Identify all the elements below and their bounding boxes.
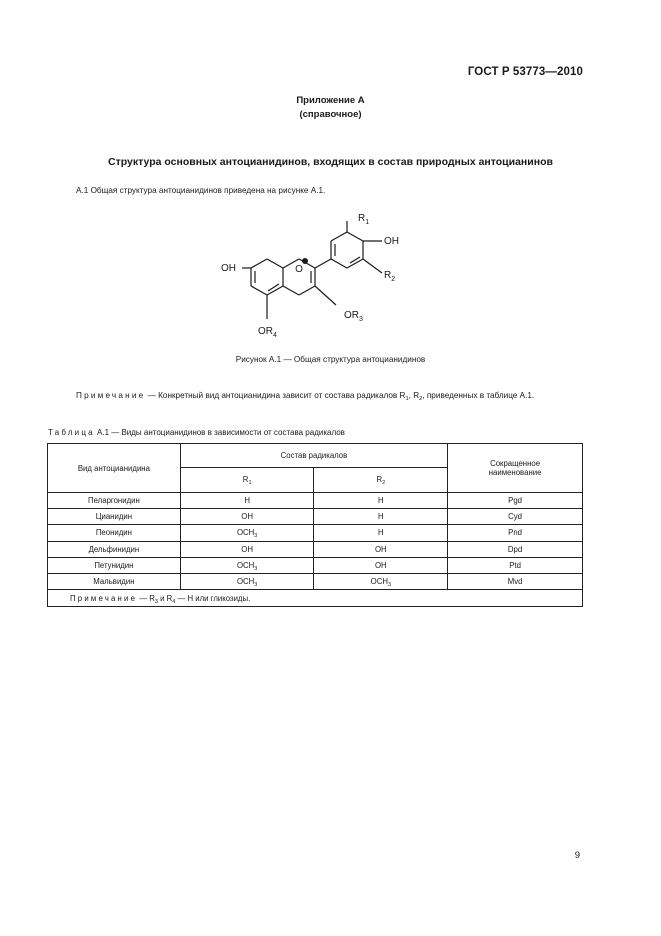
structural-formula-figure <box>212 206 402 346</box>
page-number: 9 <box>574 850 580 861</box>
header-abbr: Сокращенное наименование <box>448 444 583 493</box>
note-label: Примечание <box>76 391 146 400</box>
document-header: ГОСТ Р 53773—2010 <box>467 66 583 78</box>
r1-label: $R_1$ <box>358 213 370 226</box>
section-title: Структура основных антоцианидинов, входящих в состав природных антоцианинов <box>108 156 553 168</box>
table-caption-label: Таблица <box>48 428 95 437</box>
appendix-heading <box>0 94 661 122</box>
table-row: Мальвидин $OCH_3$ $OCH_3$ Mvd <box>48 573 583 589</box>
or3-label: $OR_3$ <box>344 310 363 323</box>
table-row: Петунидин $OCH_3$ OH Ptd <box>48 557 583 573</box>
ring-oxygen-label: O <box>295 264 303 275</box>
table-header-row <box>48 444 583 468</box>
header-r2: $R_2$ <box>314 467 448 492</box>
header-radicals: Состав радикалов <box>180 444 447 468</box>
or4-label: $OR_4$ <box>258 326 277 339</box>
appendix-subtitle: (справочное) <box>299 109 362 120</box>
header-kind: Вид антоцианидина <box>48 444 181 493</box>
header-r1: $R_1$ <box>180 467 314 492</box>
r2-label: $R_2$ <box>384 270 396 283</box>
table-row: Дельфинидин OH OH Dpd <box>48 541 583 557</box>
table-row: Пеларгонидин H H Pgd <box>48 493 583 509</box>
figure-caption: Рисунок А.1 — Общая структура антоцианидинов <box>235 355 426 364</box>
table-row: Пеонидин $OCH_3$ H Pnd <box>48 525 583 541</box>
paragraph-a1: А.1 Общая структура антоцианидинов приведена на рисунке А.1. <box>76 186 326 195</box>
appendix-title: Приложение А <box>296 95 365 106</box>
table-footnote: Примечание — $R_3$ и $R_4$ — H или гликозиды. <box>48 590 583 607</box>
anthocyanidin-table <box>47 443 583 607</box>
oh-left-label: OH <box>221 263 236 274</box>
oh-right-label: OH <box>384 236 399 247</box>
table-caption: Таблица А.1 — Виды антоцианидинов в зависимости от состава радикалов <box>48 428 345 437</box>
table-footnote-row <box>48 590 583 607</box>
table-row: Цианидин OH H Cyd <box>48 509 583 525</box>
figure-note: Примечание — Конкретный вид антоцианидина зависит от состава радикалов $R_1$, $R_2$, приведенных в таблице А.1. <box>76 391 535 402</box>
